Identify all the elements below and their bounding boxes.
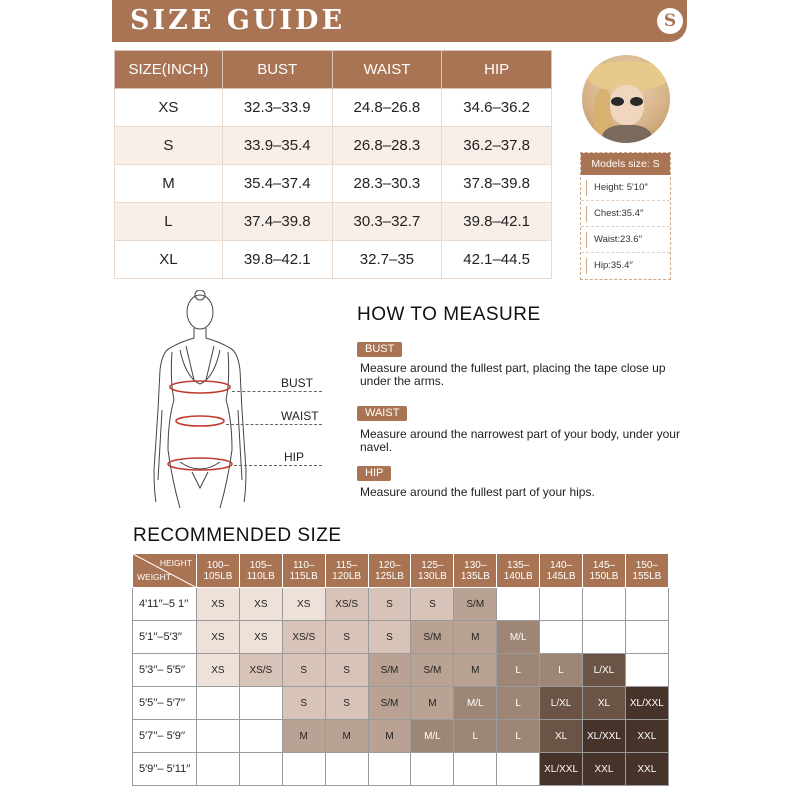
- recommended-size-title: RECOMMENDED SIZE: [133, 525, 342, 546]
- figure-hip-label: HIP: [284, 450, 305, 464]
- size-chart-table: [114, 50, 552, 279]
- recommended-size-cell: XS/S: [239, 654, 282, 687]
- recommended-size-cell: L: [540, 654, 583, 687]
- recommended-size-cell: [197, 753, 240, 786]
- recommended-size-cell: M: [282, 720, 325, 753]
- recommended-size-cell: S: [282, 654, 325, 687]
- height-row: [133, 621, 669, 654]
- weight-column-header: 150– 155LB: [625, 554, 668, 588]
- weight-column-header: 125– 130LB: [411, 554, 454, 588]
- brand-logo-icon: S: [657, 8, 683, 34]
- bust-header: BUST: [222, 51, 332, 89]
- size-cell: 32.7–35: [332, 241, 442, 279]
- recommended-size-cell: L/XL: [540, 687, 583, 720]
- hip-description: Measure around the fullest part of your hips.: [360, 485, 595, 499]
- model-waist: Waist:23.6′′: [581, 227, 670, 253]
- recommended-size-cell: XS: [197, 621, 240, 654]
- size-cell: 37.4–39.8: [222, 203, 332, 241]
- recommended-size-cell: XS: [282, 588, 325, 621]
- size-cell: 28.3–30.3: [332, 165, 442, 203]
- size-cell: 39.8–42.1: [442, 203, 552, 241]
- size-cell: XL: [115, 241, 223, 279]
- recommended-size-cell: L: [497, 654, 540, 687]
- recommended-size-cell: XS: [197, 654, 240, 687]
- hip-guide-line: [234, 465, 322, 466]
- size-cell: M: [115, 165, 223, 203]
- recommended-size-cell: S: [325, 687, 368, 720]
- waist-description: Measure around the narrowest part of your body, under your navel.: [360, 427, 680, 454]
- recommended-size-cell: [625, 621, 668, 654]
- height-row: [133, 687, 669, 720]
- size-cell: L: [115, 203, 223, 241]
- sunglasses-icon: [611, 97, 643, 106]
- weight-column-header: 140– 145LB: [540, 554, 583, 588]
- recommended-size-cell: S: [325, 654, 368, 687]
- recommended-size-cell: [625, 654, 668, 687]
- recommended-size-cell: XL/XXL: [625, 687, 668, 720]
- size-cell: 32.3–33.9: [222, 89, 332, 127]
- height-row: [133, 753, 669, 786]
- recommended-size-cell: S/M: [411, 654, 454, 687]
- recommended-size-cell: [540, 588, 583, 621]
- size-row: [115, 203, 552, 241]
- model-hip: Hip:35.4′′: [581, 253, 670, 279]
- size-cell: XS: [115, 89, 223, 127]
- height-row: [133, 654, 669, 687]
- size-cell: 34.6–36.2: [442, 89, 552, 127]
- recommended-size-cell: [197, 720, 240, 753]
- recommended-size-cell: M: [368, 720, 411, 753]
- size-cell: 24.8–26.8: [332, 89, 442, 127]
- bust-guide-line: [232, 391, 322, 392]
- height-row-label: 5′3′′– 5′5′′: [133, 654, 197, 687]
- height-row-label: 5′5′′– 5′7′′: [133, 687, 197, 720]
- recommended-size-cell: XXL: [583, 753, 626, 786]
- size-cell: 26.8–28.3: [332, 127, 442, 165]
- recommended-size-cell: [325, 753, 368, 786]
- height-row-label: 4′11′′–5 1′′: [133, 588, 197, 621]
- recommended-size-cell: [540, 621, 583, 654]
- recommended-size-cell: XXL: [625, 720, 668, 753]
- page-title: SIZE GUIDE: [130, 5, 346, 36]
- size-cell: S: [115, 127, 223, 165]
- size-row: [115, 165, 552, 203]
- recommended-size-cell: [583, 588, 626, 621]
- model-size-title: Models size: S: [581, 153, 670, 175]
- height-row: [133, 720, 669, 753]
- size-row: [115, 89, 552, 127]
- model-chest: Chest:35.4′′: [581, 201, 670, 227]
- waist-guide-line: [226, 424, 322, 425]
- recommended-size-cell: M: [411, 687, 454, 720]
- weight-column-header: 145– 150LB: [583, 554, 626, 588]
- recommended-size-cell: [625, 588, 668, 621]
- recommended-size-cell: XS: [197, 588, 240, 621]
- brand-name: Saodimallsu: [689, 13, 784, 29]
- recommended-size-cell: L: [497, 687, 540, 720]
- recommended-size-cell: XL/XXL: [540, 753, 583, 786]
- recommended-size-cell: [411, 753, 454, 786]
- recommended-size-cell: S/M: [368, 687, 411, 720]
- recommended-size-cell: [497, 753, 540, 786]
- height-axis-label: HEIGHT: [159, 558, 192, 568]
- recommended-size-cell: S/M: [368, 654, 411, 687]
- size-cell: 42.1–44.5: [442, 241, 552, 279]
- weight-column-header: 130– 135LB: [454, 554, 497, 588]
- recommended-size-cell: XS/S: [325, 588, 368, 621]
- size-cell: 35.4–37.4: [222, 165, 332, 203]
- weight-column-header: 135– 140LB: [497, 554, 540, 588]
- recommended-size-cell: [239, 753, 282, 786]
- size-row: [115, 241, 552, 279]
- brand: [657, 8, 784, 34]
- weight-column-header: 100– 105LB: [197, 554, 240, 588]
- weight-column-header: 105– 110LB: [239, 554, 282, 588]
- hip-header: HIP: [442, 51, 552, 89]
- recommended-size-cell: S: [411, 588, 454, 621]
- recommended-size-cell: [454, 753, 497, 786]
- weight-column-header: 110– 115LB: [282, 554, 325, 588]
- recommended-size-cell: L: [454, 720, 497, 753]
- size-cell: 30.3–32.7: [332, 203, 442, 241]
- weight-axis-label: WEIGHT: [137, 572, 171, 582]
- hip-tag: HIP: [357, 466, 391, 481]
- recommended-size-cell: M/L: [497, 621, 540, 654]
- recommended-size-cell: XL/XXL: [583, 720, 626, 753]
- recommended-size-cell: M: [325, 720, 368, 753]
- height-row-label: 5′7′′– 5′9′′: [133, 720, 197, 753]
- size-cell: 39.8–42.1: [222, 241, 332, 279]
- body-figure-illustration: [150, 290, 250, 510]
- figure-bust-label: BUST: [281, 376, 314, 390]
- recommended-size-cell: XXL: [625, 753, 668, 786]
- weight-column-header: 115– 120LB: [325, 554, 368, 588]
- recommended-size-cell: S: [368, 621, 411, 654]
- bust-tag: BUST: [357, 342, 402, 357]
- model-height: Height: 5′10′′: [581, 175, 670, 201]
- recommended-size-cell: S/M: [454, 588, 497, 621]
- recommended-size-cell: XL: [540, 720, 583, 753]
- header-banner: [112, 0, 784, 42]
- recommended-size-cell: XS: [239, 588, 282, 621]
- size-cell: 36.2–37.8: [442, 127, 552, 165]
- recommended-size-cell: XS/S: [282, 621, 325, 654]
- recommended-size-cell: [368, 753, 411, 786]
- corner-header: [133, 554, 197, 588]
- recommended-size-cell: L/XL: [583, 654, 626, 687]
- recommended-size-cell: M: [454, 654, 497, 687]
- size-row: [115, 127, 552, 165]
- recommended-size-cell: [282, 753, 325, 786]
- bust-description: Measure around the fullest part, placing the tape close up under the arms.: [360, 361, 666, 388]
- how-to-measure-title: HOW TO MEASURE: [357, 304, 541, 325]
- body-shape: [602, 125, 652, 143]
- size-header: SIZE(INCH): [115, 51, 223, 89]
- recommended-size-cell: S: [282, 687, 325, 720]
- recommended-size-cell: [239, 687, 282, 720]
- weight-column-header: 120– 125LB: [368, 554, 411, 588]
- recommended-size-cell: [239, 720, 282, 753]
- height-row-label: 5′1′′–5′3′′: [133, 621, 197, 654]
- height-row-label: 5′9′′– 5′11′′: [133, 753, 197, 786]
- height-row: [133, 588, 669, 621]
- recommended-size-cell: M: [454, 621, 497, 654]
- size-cell: 33.9–35.4: [222, 127, 332, 165]
- recommended-size-table: [132, 553, 669, 786]
- recommended-size-cell: XL: [583, 687, 626, 720]
- recommended-size-cell: [497, 588, 540, 621]
- model-size-card: [580, 152, 671, 280]
- recommended-size-cell: [583, 621, 626, 654]
- recommended-size-cell: S/M: [411, 621, 454, 654]
- size-cell: 37.8–39.8: [442, 165, 552, 203]
- recommended-size-cell: M/L: [411, 720, 454, 753]
- recommended-size-cell: S: [325, 621, 368, 654]
- recommended-size-cell: [197, 687, 240, 720]
- recommended-size-cell: M/L: [454, 687, 497, 720]
- model-photo: [582, 55, 670, 143]
- figure-waist-label: WAIST: [281, 409, 319, 423]
- waist-header: WAIST: [332, 51, 442, 89]
- recommended-size-cell: S: [368, 588, 411, 621]
- waist-tag: WAIST: [357, 406, 407, 421]
- recommended-size-cell: XS: [239, 621, 282, 654]
- recommended-size-cell: L: [497, 720, 540, 753]
